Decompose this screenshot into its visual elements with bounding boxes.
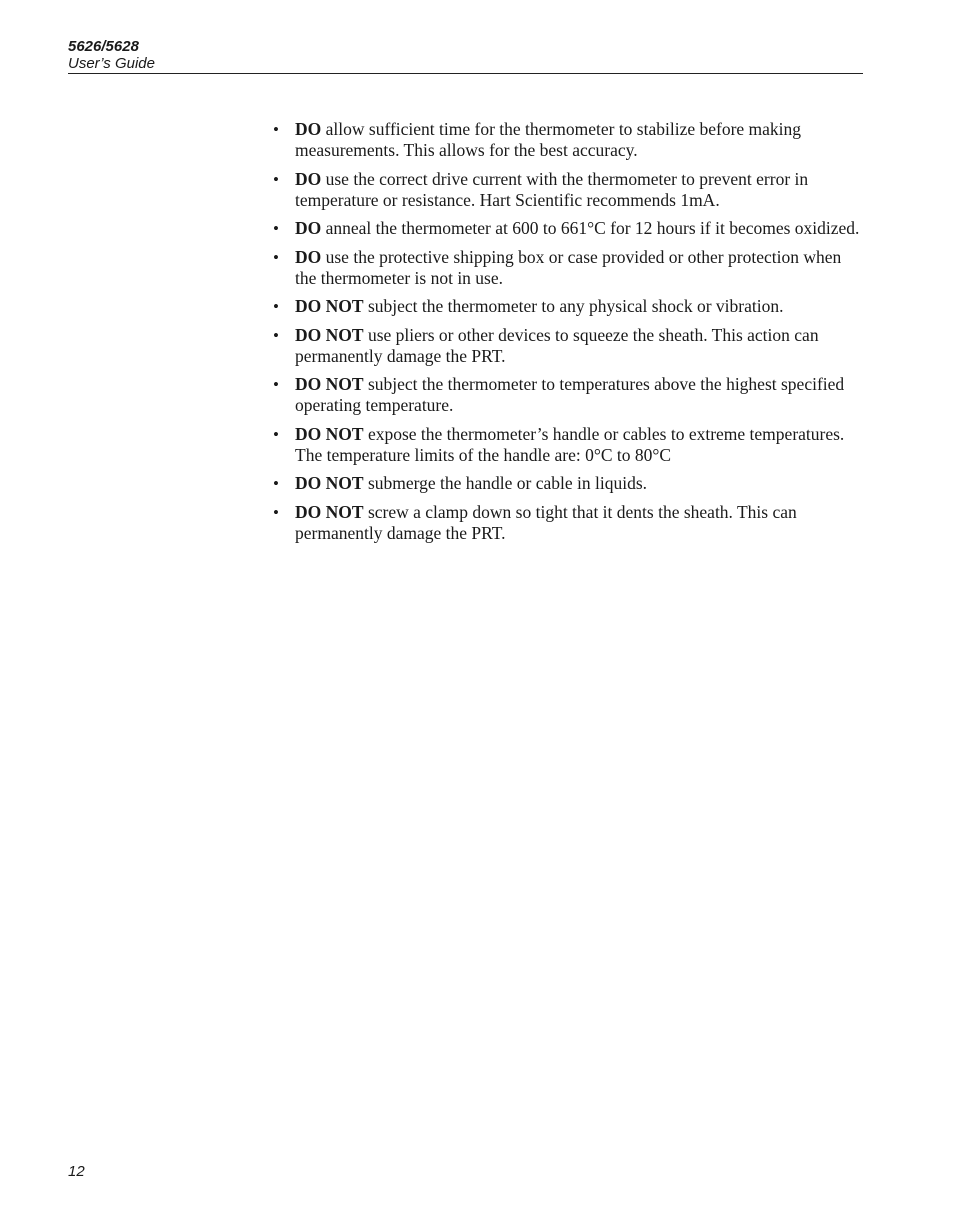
list-item-text: anneal the thermometer at 600 to 661°C for 12 hours if it becomes oxidized.: [321, 218, 860, 238]
list-item: [273, 119, 865, 161]
list-item: [273, 296, 865, 317]
document-subtitle: User’s Guide: [68, 55, 155, 72]
list-item-text: submerge the handle or cable in liquids.: [363, 473, 648, 493]
list-item: [273, 247, 865, 289]
list-item-keyword: DO NOT: [295, 423, 364, 444]
list-item-text: allow sufficient time for the thermometer to stabilize before making measurements. This allows for the best accuracy.: [295, 119, 802, 160]
list-item-keyword: DO: [295, 246, 322, 267]
bullet-icon: •: [273, 375, 279, 394]
bullet-icon: •: [273, 502, 279, 522]
bullet-icon: •: [273, 474, 279, 493]
list-item-keyword: DO NOT: [295, 324, 364, 345]
list-item-keyword: DO: [295, 168, 322, 189]
bullet-icon: •: [273, 219, 279, 238]
list-item-keyword: DO NOT: [295, 473, 364, 493]
list-item: [273, 169, 865, 211]
page-number: 12: [68, 1163, 85, 1180]
list-item: [273, 473, 865, 494]
bullet-icon: •: [273, 247, 279, 267]
bullet-icon: •: [273, 325, 279, 345]
care-instructions-list: [273, 119, 865, 551]
list-item: [273, 374, 865, 416]
list-item-text: use the protective shipping box or case provided or other protection when the thermometer is not in use.: [295, 246, 842, 288]
list-item: [273, 218, 865, 239]
page-header: [68, 38, 863, 74]
list-item-keyword: DO NOT: [295, 501, 364, 522]
list-item-keyword: DO: [295, 218, 322, 238]
list-item-text: subject the thermometer to temperatures above the highest specified operating temperature.: [295, 374, 845, 415]
list-item-keyword: DO: [295, 119, 322, 139]
list-item-text: screw a clamp down so tight that it dents the sheath. This can permanently damage the PRT.: [295, 501, 797, 543]
bullet-icon: •: [273, 297, 279, 316]
list-item-text: expose the thermometer’s handle or cables to extreme temperatures. The temperature limits of the handle are: 0°C to 80°C: [295, 423, 845, 465]
bullet-icon: •: [273, 120, 279, 139]
list-item-text: use pliers or other devices to squeeze the sheath. This action can permanently damage the PRT.: [295, 324, 819, 366]
list-item-text: use the correct drive current with the thermometer to prevent error in temperature or resistance. Hart Scientific recommends 1mA.: [295, 168, 809, 210]
bullet-icon: •: [273, 169, 279, 189]
list-item: [273, 424, 865, 466]
list-item-text: subject the thermometer to any physical shock or vibration.: [363, 296, 784, 316]
list-item-keyword: DO NOT: [295, 374, 364, 394]
list-item: [273, 502, 865, 544]
list-item-keyword: DO NOT: [295, 296, 364, 316]
bullet-icon: •: [273, 424, 279, 444]
document-model: 5626/5628: [68, 38, 139, 55]
list-item: [273, 325, 865, 367]
